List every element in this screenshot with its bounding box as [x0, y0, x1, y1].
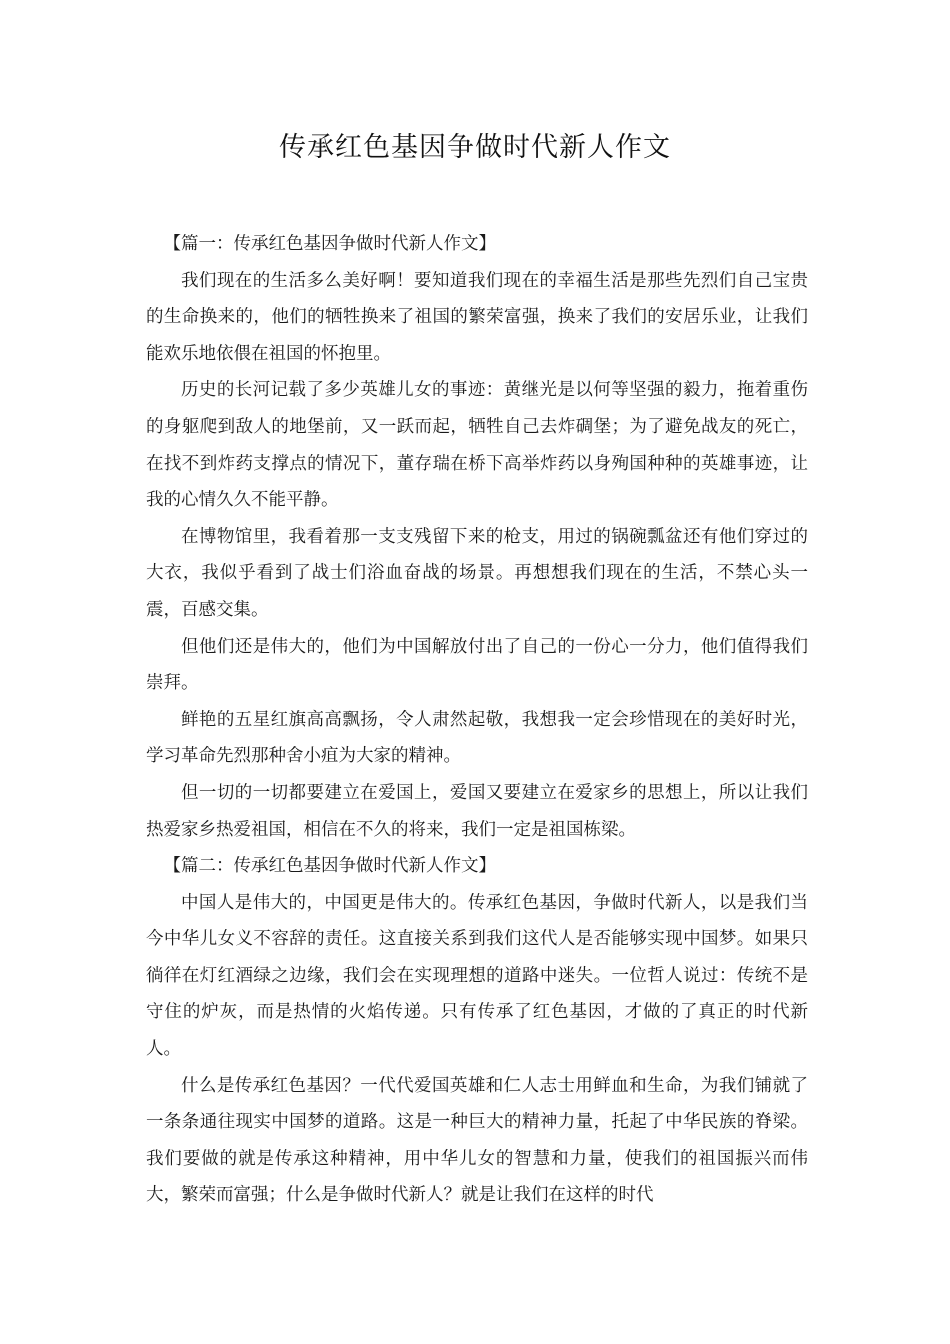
body-paragraph: 什么是传承红色基因？一代代爱国英雄和仁人志士用鲜血和生命，为我们铺就了一条条通往现实中国梦的道路。这是一种巨大的精神力量，托起了中华民族的脊梁。我们要做的就是传承这种精神，用中华儿女的智慧和力量，使我们的祖国振兴而伟大，繁荣而富强；什么是争做时代新人？就是让我们在这样的时代 — [146, 1075, 808, 1206]
body-paragraph: 鲜艳的五星红旗高高飘扬，令人肃然起敬，我想我一定会珍惜现在的美好时光，学习革命先烈那种舍小疽为大家的精神。 — [146, 709, 808, 767]
body-paragraph: 中国人是伟大的，中国更是伟大的。传承红色基因，争做时代新人，以是我们当今中华儿女义不容辞的责任。这直接关系到我们这代人是否能够实现中国梦。如果只徜徉在灯红酒绿之边缘，我们会在实现理想的道路中迷失。一位哲人说过：传统不是守住的炉灰，而是热情的火焰传递。只有传承了红色基因，才做的了真正的时代新人。 — [146, 892, 808, 1060]
section-heading: 【篇二：传承红色基因争做时代新人作文】 — [163, 856, 496, 877]
document-title: 传承红色基因争做时代新人作文 — [279, 132, 671, 163]
body-paragraph: 我们现在的生活多么美好啊！要知道我们现在的幸福生活是那些先烈们自己宝贵的生命换来的，他们的牺牲换来了祖国的繁荣富强，换来了我们的安居乐业，让我们能欢乐地依偎在祖国的怀抱里。 — [146, 270, 808, 364]
section-heading: 【篇一：传承红色基因争做时代新人作文】 — [163, 234, 496, 254]
body-paragraph: 但他们还是伟大的，他们为中国解放付出了自己的一份心一分力，他们值得我们崇拜。 — [146, 636, 808, 694]
body-paragraph: 但一切的一切都要建立在爱国上，爱国又要建立在爱家乡的思想上，所以让我们热爱家乡热爱祖国，相信在不久的将来，我们一定是祖国栋梁。 — [146, 782, 808, 840]
document-body — [146, 226, 808, 1214]
body-paragraph: 历史的长河记载了多少英雄儿女的事迹：黄继光是以何等坚强的毅力，拖着重伤的身躯爬到敌人的地堡前，又一跃而起，牺牲自己去炸碉堡；为了避免战友的死亡，在找不到炸药支撑点的情况下，董存瑞在桥下高举炸药以身殉国种种的英雄事迹，让我的心情久久不能平静。 — [146, 380, 808, 511]
body-paragraph: 在博物馆里，我看着那一支支残留下来的枪支，用过的锅碗瓢盆还有他们穿过的大衣，我似乎看到了战士们浴血奋战的场景。再想想我们现在的生活，不禁心头一震，百感交集。 — [146, 526, 808, 620]
